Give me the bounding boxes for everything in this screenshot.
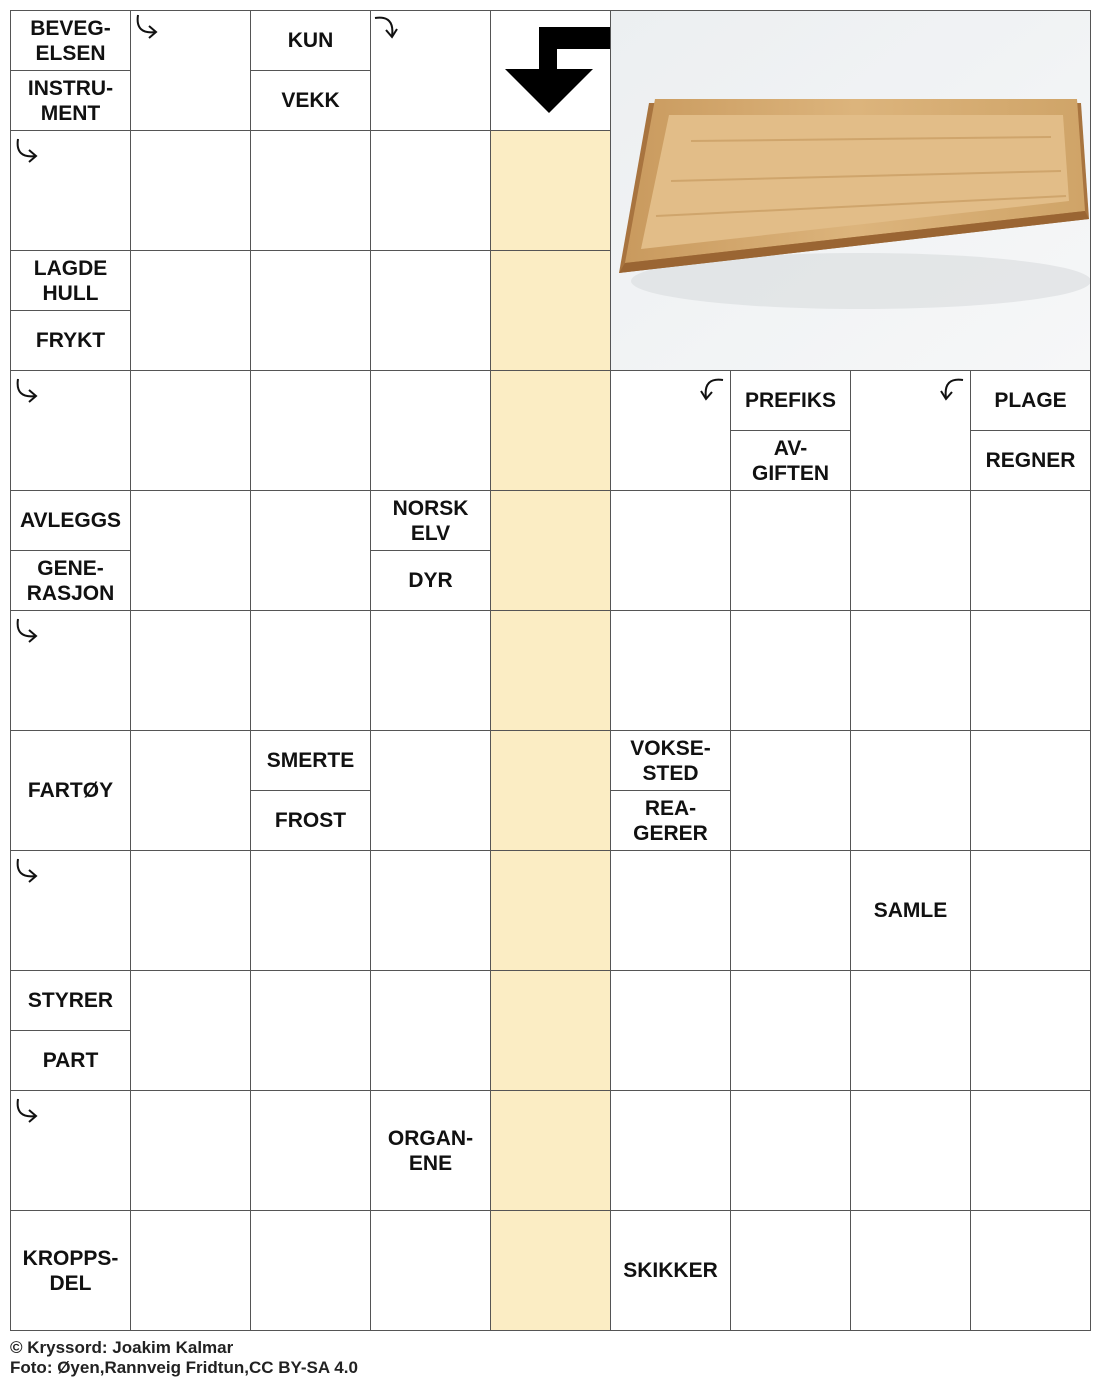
highlighted-solution-cell[interactable] [490,970,611,1091]
answer-cell[interactable] [970,970,1091,1091]
answer-cell[interactable] [250,1210,371,1331]
answer-cell[interactable] [970,730,1091,851]
clue-voksested: VOKSE- STED [610,730,731,791]
clue-regner: REGNER [970,430,1091,491]
answer-cell[interactable] [610,490,731,611]
answer-cell[interactable] [370,130,491,251]
answer-cell[interactable] [370,1210,491,1331]
arrow-right-down-icon [372,12,400,40]
answer-cell[interactable] [610,1090,731,1211]
arrow-left-down-icon [938,374,966,402]
clue-instrument: INSTRU- MENT [10,70,131,131]
answer-cell[interactable] [250,850,371,971]
arrow-down-right-icon [12,1096,40,1124]
highlighted-solution-cell[interactable] [490,850,611,971]
answer-cell[interactable] [970,850,1091,971]
clue-samle: SAMLE [850,850,971,971]
answer-cell[interactable] [970,1210,1091,1331]
down-arrow-icon [491,11,611,131]
clue-frost: FROST [250,790,371,851]
highlighted-solution-cell[interactable] [490,1210,611,1331]
highlighted-solution-cell[interactable] [490,610,611,731]
clue-prefiks: PREFIKS [730,370,851,431]
clue-kun: KUN [250,10,371,71]
clue-kroppsdel: KROPPS- DEL [10,1210,131,1331]
clue-plage: PLAGE [970,370,1091,431]
answer-cell[interactable] [250,610,371,731]
clue-frykt: FRYKT [10,310,131,371]
arrow-down-right-icon [12,376,40,404]
answer-cell[interactable] [730,1090,851,1211]
arrow-down-right-icon [12,616,40,644]
arrow-right-down-icon [132,12,160,40]
answer-cell[interactable] [130,490,251,611]
start-arrow-cell [490,10,611,131]
clue-fartoy: FARTØY [10,730,131,851]
answer-cell[interactable] [850,1090,971,1211]
answer-cell[interactable] [130,850,251,971]
answer-cell[interactable] [970,610,1091,731]
answer-cell[interactable] [250,250,371,371]
clue-generasjon: GENE- RASJON [10,550,131,611]
answer-cell[interactable] [370,370,491,491]
clue-reagerer: REA- GERER [610,790,731,851]
answer-cell[interactable] [730,490,851,611]
clue-avgiften: AV- GIFTEN [730,430,851,491]
answer-cell[interactable] [730,610,851,731]
wooden-tray-photo [610,10,1091,371]
answer-cell[interactable] [250,370,371,491]
clue-norsk-elv: NORSK ELV [370,490,491,551]
highlighted-solution-cell[interactable] [490,730,611,851]
answer-cell[interactable] [130,610,251,731]
highlighted-solution-cell[interactable] [490,1090,611,1211]
highlighted-solution-cell[interactable] [490,250,611,371]
arrow-left-down-icon [698,374,726,402]
answer-cell[interactable] [730,730,851,851]
clue-part: PART [10,1030,131,1091]
credit-crossword: © Kryssord: Joakim Kalmar [10,1338,234,1357]
answer-cell[interactable] [130,130,251,251]
answer-cell[interactable] [370,970,491,1091]
answer-cell[interactable] [850,730,971,851]
answer-cell[interactable] [610,850,731,971]
answer-cell[interactable] [130,250,251,371]
answer-cell[interactable] [130,970,251,1091]
answer-cell[interactable] [970,490,1091,611]
clue-lagde-hull: LAGDE HULL [10,250,131,311]
answer-cell[interactable] [610,610,731,731]
highlighted-solution-cell[interactable] [490,370,611,491]
answer-cell[interactable] [850,970,971,1091]
clue-bevegelsen: BEVEG- ELSEN [10,10,131,71]
answer-cell[interactable] [370,850,491,971]
answer-cell[interactable] [850,610,971,731]
arrow-down-right-icon [12,136,40,164]
arrow-down-right-icon [12,856,40,884]
answer-cell[interactable] [370,610,491,731]
answer-cell[interactable] [130,730,251,851]
clue-vekk: VEKK [250,70,371,131]
answer-cell[interactable] [250,490,371,611]
clue-styrer: STYRER [10,970,131,1031]
answer-cell[interactable] [250,1090,371,1211]
answer-cell[interactable] [370,730,491,851]
clue-smerte: SMERTE [250,730,371,791]
answer-cell[interactable] [130,370,251,491]
credit-photo: Foto: Øyen,Rannveig Fridtun,CC BY-SA 4.0 [10,1358,358,1377]
clue-organene: ORGAN- ENE [370,1090,491,1211]
highlighted-solution-cell[interactable] [490,490,611,611]
answer-cell[interactable] [610,970,731,1091]
answer-cell[interactable] [130,1090,251,1211]
answer-cell[interactable] [730,850,851,971]
clue-dyr: DYR [370,550,491,611]
answer-cell[interactable] [250,970,371,1091]
answer-cell[interactable] [730,970,851,1091]
answer-cell[interactable] [730,1210,851,1331]
answer-cell[interactable] [250,130,371,251]
answer-cell[interactable] [970,1090,1091,1211]
crossword-grid [10,10,1090,1330]
clue-skikker: SKIKKER [610,1210,731,1331]
answer-cell[interactable] [370,250,491,371]
highlighted-solution-cell[interactable] [490,130,611,251]
credits [10,1338,358,1378]
answer-cell[interactable] [850,490,971,611]
answer-cell[interactable] [130,1210,251,1331]
clue-avleggs: AVLEGGS [10,490,131,551]
answer-cell[interactable] [850,1210,971,1331]
